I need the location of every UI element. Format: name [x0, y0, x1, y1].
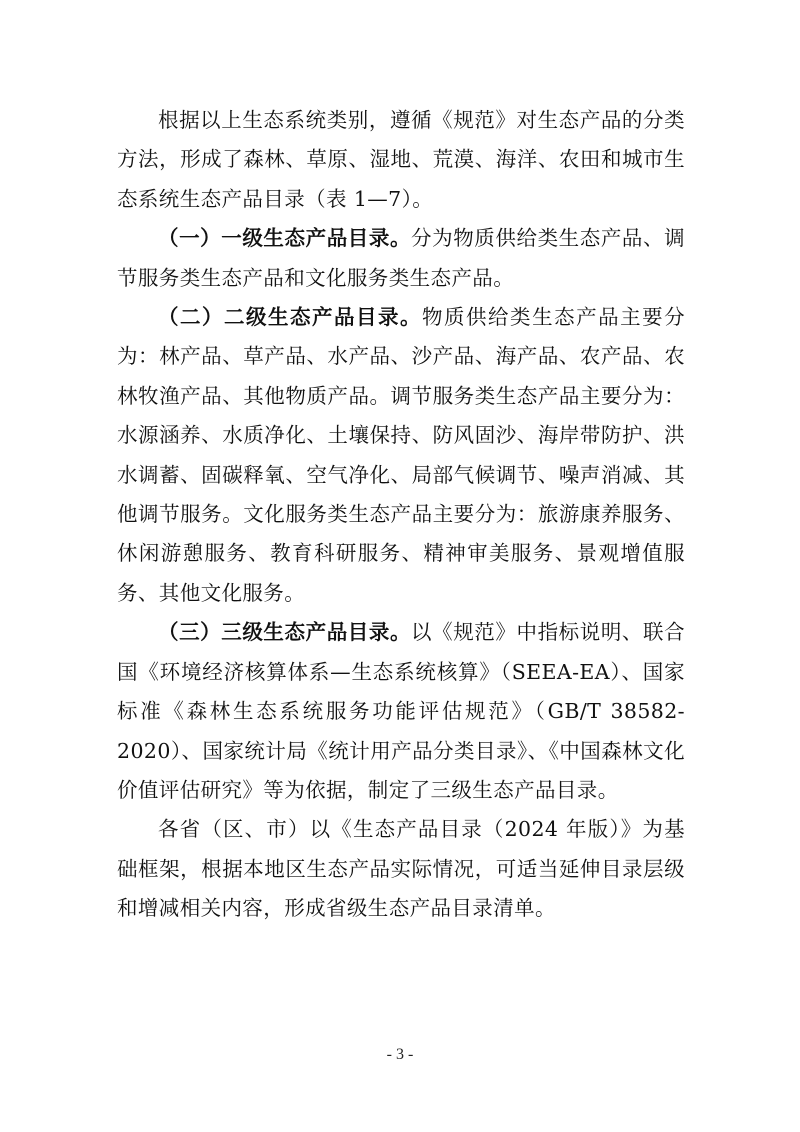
paragraph-level-3-text: 以《规范》中指标说明、联合国《环境经济核算体系—生态系统核算》（SEEA-EA）、国家标准《森林生态系统服务功能评估规范》（GB/T 38582-2020）、国家统计局《统计用产品分类目录》、《中国森林文化价值评估研究》等为依据，制定了三级生态产品目录。: [117, 620, 685, 802]
paragraph-level-3: [117, 613, 685, 810]
body-text: [117, 101, 685, 929]
paragraph-provincial: [117, 810, 685, 928]
paragraph-level-1-heading: （一）一级生态产品目录。: [158, 226, 412, 251]
paragraph-level-2-text: 物质供给类生态产品主要分为：林产品、草产品、水产品、沙产品、海产品、农产品、农林牧渔产品、其他物质产品。调节服务类生态产品主要分为：水源涵养、水质净化、土壤保持、防风固沙、海岸带防护、洪水调蓄、固碳释氧、空气净化、局部气候调节、噪声消减、其他调节服务。文化服务类生态产品主要分为：旅游康养服务、休闲游憩服务、教育科研服务、精神审美服务、景观增值服务、其他文化服务。: [117, 305, 685, 605]
paragraph-level-1: [117, 219, 685, 298]
page-number: - 3 -: [386, 1046, 414, 1063]
paragraph-level-2: [117, 298, 685, 613]
paragraph-provincial-text: 各省（区、市）以《生态产品目录（2024 年版）》为基础框架，根据本地区生态产品实际情况，可适当延伸目录层级和增减相关内容，形成省级生态产品目录清单。: [117, 817, 685, 921]
paragraph-level-1-text: 分为物质供给类生态产品、调节服务类生态产品和文化服务类生态产品。: [117, 226, 685, 290]
paragraph-intro: [117, 101, 685, 219]
paragraph-intro-text: 根据以上生态系统类别，遵循《规范》对生态产品的分类方法，形成了森林、草原、湿地、荒漠、海洋、农田和城市生态系统生态产品目录（表 1—7）。: [117, 108, 685, 211]
paragraph-level-2-heading: （二）二级生态产品目录。: [158, 305, 423, 330]
paragraph-level-3-heading: （三）三级生态产品目录。: [158, 620, 412, 645]
